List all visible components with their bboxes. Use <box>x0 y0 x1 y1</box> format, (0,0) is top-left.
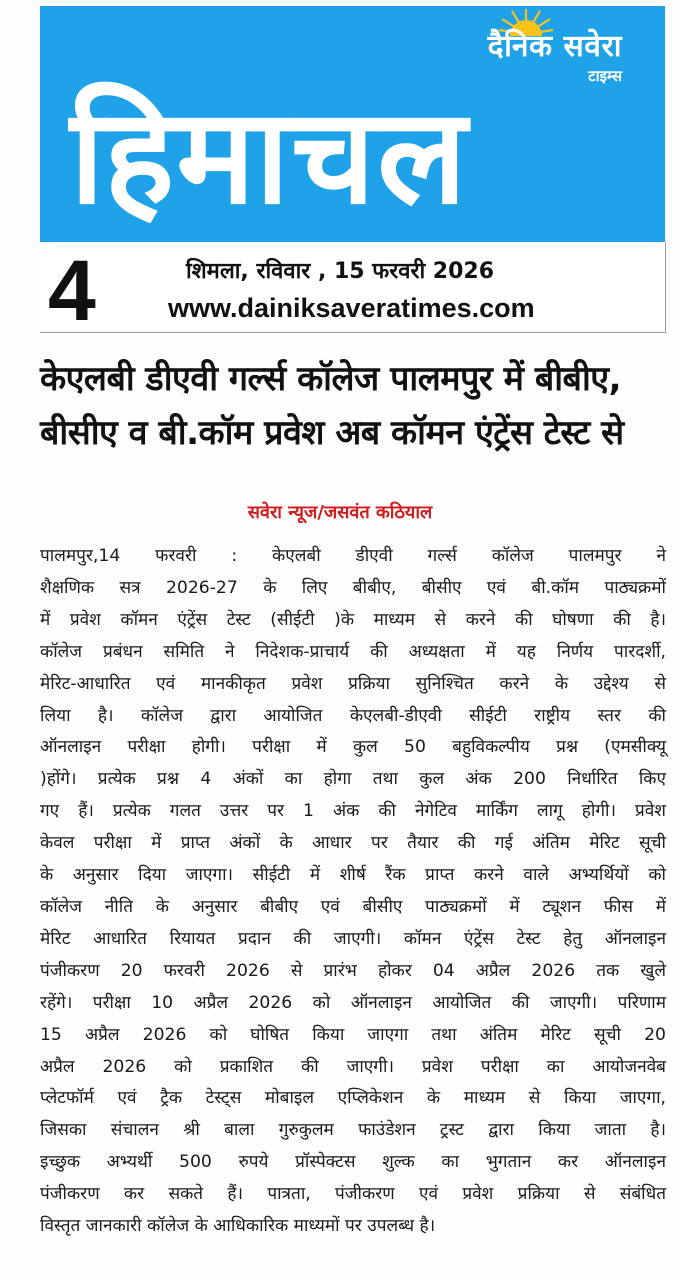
section-title: हिमाचल <box>70 80 469 234</box>
brand-subtitle: टाइम्स <box>588 67 622 85</box>
article-line: जिसका संचालन श्री बाला गुरुकुलम फाउंडेशन ट्रस्ट द्वारा किया जाता है। <box>40 1120 666 1141</box>
article-line: ऑनलाइन परीक्षा होगी। परीक्षा में कुल 50 बहुविकल्पीय प्रश्न (एमसीक्यू <box>40 737 666 758</box>
byline: सवेरा न्यूज/जसवंत कठियाल <box>247 502 433 523</box>
article-headline <box>40 352 670 460</box>
article-line: पंजीकरण 20 फरवरी 2026 से प्रारंभ होकर 04 अप्रैल 2026 तक खुले <box>40 960 666 981</box>
website-url[interactable]: www.dainiksaveratimes.com <box>168 293 535 323</box>
article-body <box>40 541 666 1243</box>
article-line: शैक्षणिक सत्र 2026-27 के लिए बीबीए, बीसीए एवं बी.कॉम पाठ्यक्रमों <box>40 577 666 598</box>
article-line: )होंगे। प्रत्येक प्रश्न 4 अंकों का होगा तथा कुल अंक 200 निर्धारित किए <box>40 769 666 790</box>
article-line: रहेंगे। परीक्षा 10 अप्रैल 2026 को ऑनलाइन आयोजित की जाएगी। परिणाम <box>40 992 666 1013</box>
article-line: मेरिट आधारित रियायत प्रदान की जाएगी। कॉमन एंट्रेंस टेस्ट हेतु ऑनलाइन <box>40 928 666 949</box>
article-line: पंजीकरण कर सकते हैं। पात्रता, पंजीकरण एवं प्रवेश प्रक्रिया से संबंधित <box>40 1184 666 1205</box>
brand-name: दैनिक सवेरा <box>487 29 622 64</box>
article-line: के अनुसार दिया जाएगा। सीईटी में शीर्ष रैंक प्राप्त करने वाले अभ्यर्थियों को <box>40 865 666 886</box>
article-line: गए हैं। प्रत्येक गलत उत्तर पर 1 अंक की नेगेटिव मार्किंग लागू होगी। प्रवेश <box>40 801 666 822</box>
headline-line: बीसीए व बी.कॉम प्रवेश अब कॉमन एंट्रेंस टेस्ट से <box>40 413 624 453</box>
article-line: लिया है। कॉलेज द्वारा आयोजित केएलबी-डीएवी सीईटी राष्ट्रीय स्तर की <box>40 705 666 726</box>
article-line: इच्छुक अभ्यर्थी 500 रुपये प्रॉस्पेक्टस शुल्क का भुगतान कर ऑनलाइन <box>40 1152 666 1173</box>
headline-line: केएलबी डीएवी गर्ल्स कॉलेज पालमपुर में बीबीए, <box>40 359 621 399</box>
article-line: केवल परीक्षा में प्राप्त अंकों के आधार पर तैयार की गई अंतिम मेरिट सूची <box>40 833 666 854</box>
article-line: मेरिट-आधारित एवं मानकीकृत प्रवेश प्रक्रिया सुनिश्चित करने के उद्देश्य से <box>40 673 666 694</box>
dateline: शिमला, रविवार , 15 फरवरी 2026 <box>186 259 495 284</box>
article-line: अप्रैल 2026 को प्रकाशित की जाएगी। प्रवेश परीक्षा का आयोजनवेब <box>40 1056 666 1077</box>
article-line: 15 अप्रैल 2026 को घोषित किया जाएगा तथा अंतिम मेरिट सूची 20 <box>40 1024 666 1045</box>
page-number: 4 <box>48 243 96 339</box>
article-line: कॉलेज नीति के अनुसार बीबीए एवं बीसीए पाठ्यक्रमों में ट्यूशन फीस में <box>40 896 666 917</box>
article-line: पालमपुर,14 फरवरी : केएलबी डीएवी गर्ल्स कॉलेज पालमपुर ने <box>40 546 666 566</box>
article-line: विस्तृत जानकारी कॉलेज के आधिकारिक माध्यमों पर उपलब्ध है। <box>40 1216 436 1237</box>
article-line: प्लेटफॉर्म एवं ट्रैक टेस्ट्स मोबाइल एप्लिकेशन के माध्यम से किया जाएगा, <box>40 1088 666 1109</box>
article-line: कॉलेज प्रबंधन समिति ने निदेशक-प्राचार्य की अध्यक्षता में यह निर्णय पारदर्शी, <box>40 641 666 662</box>
article-line: में प्रवेश कॉमन एंट्रेंस टेस्ट (सीईटी )के माध्यम से करने की घोषणा की है। <box>40 609 666 630</box>
